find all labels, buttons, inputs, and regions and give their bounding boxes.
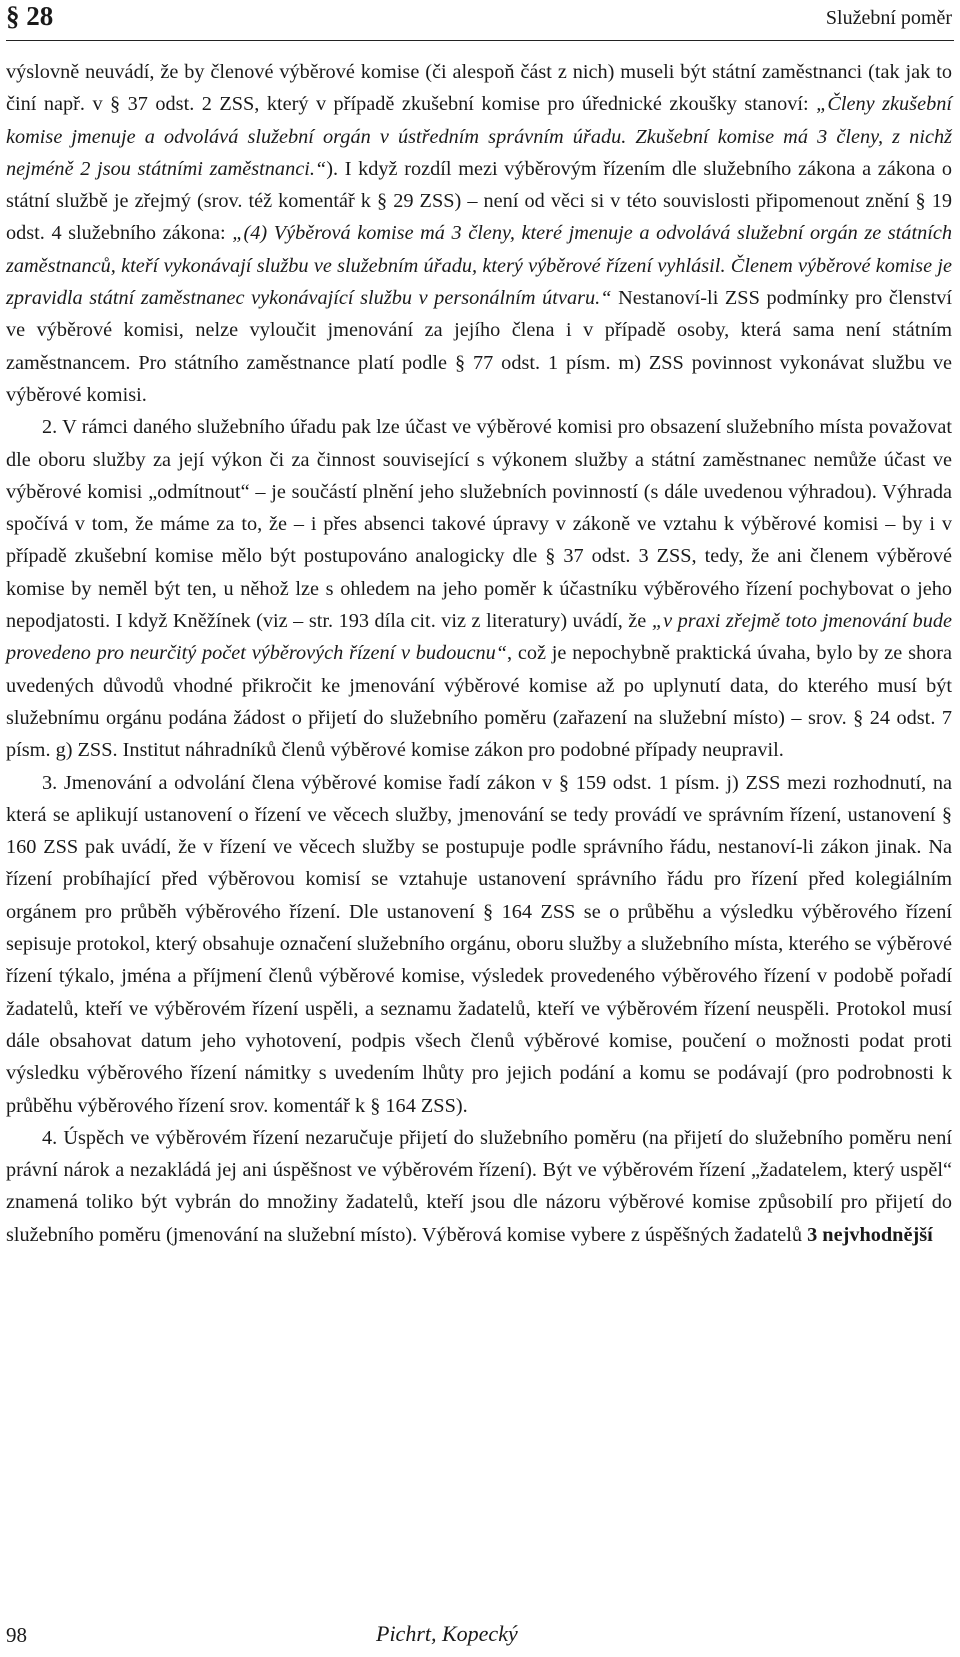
- text-run: Nestanoví-li ZSS podmínky pro členství ve výběrové komisi, nelze vyloučit jmenování za jejího člena i v případě osoby, která sama není státním zaměstnancem. Pro státního zaměstnance platí podle § 77 odst. 1 písm. m) ZSS povinnost vykonávat službu ve výběrové komisi.: [6, 287, 952, 406]
- text-run: 3. Jmenování a odvolání člena výběrové komise řadí zákon v § 159 odst. 1 písm. j) ZSS mezi rozhodnutí, na která se aplikují ustanovení o řízení ve věcech služby, jmenování se tedy provádí ve správním řízení, ustanovení § 160 ZSS pak uvádí, že v řízení ve věcech služby se postupuje podle správního řádu, nestanoví-li zákon jinak. Na řízení probíhající před výběrovou komisí se vztahuje ustanovení správního řádu pro řízení před kolegiálním orgánem pro průběh výběrového řízení. Dle ustanovení § 164 ZSS se o průběhu a výsledku výběrového řízení sepisuje protokol, který obsahuje označení služebního orgánu, oboru služby a služebního místa, kterého se výběrové řízení týkalo, jména a příjmení členů výběrové komise, výsledek provedeného výběrového řízení v podobě pořadí žadatelů, kteří ve výběrovém řízení uspěli, a seznamu žadatelů, kteří ve výběrovém řízení neuspěli. Protokol musí dále obsahovat datum jeho vyhotovení, podpis všech členů výběrové komise, poučení o možnosti podat proti výsledku výběrového řízení námitky s uvedením lhůty pro jejich podání a komu se podávají (pro podrobnosti k průběhu výběrového řízení srov. komentář k § 164 ZSS).: [6, 771, 952, 1117]
- quote-run: „(4) Výběrová komise má 3 členy, které jmenuje a odvolává služební orgán ze státních zaměstnanců, kteří vykonávají službu ve služebním úřadu, který výběrové řízení vyhlásil. Členem výběrové komise je zpravidla státní zaměstnanec vykonávající službu v personálním útvaru.“: [6, 222, 952, 310]
- page-header: [6, 0, 954, 41]
- paragraph-2: [6, 411, 952, 766]
- text-run: 4. Úspěch ve výběrovém řízení nezaručuje přijetí do služebního poměru (na přijetí do služebního poměru není právní nárok a nezakládá jej ani úspěšnost ve výběrovém řízení). Být ve výběrovém řízení „žadatelem, který uspěl“ znamená toliko být vybrán do množiny žadatelů, kteří jsou dle názoru výběrové komise způsobilí pro přijetí do služebního poměru (jmenování na služební místo). Výběrová komise vybere z úspěšných žadatelů: [6, 1126, 952, 1246]
- text-run: 2. V rámci daného služebního úřadu pak lze účast ve výběrové komisi pro obsazení služebního místa považovat dle oboru služby za její výkon či za činnost související s výkonem služby a státní zaměstnanec nemůže účast ve výběrové komisi „odmítnout“ – je součástí plnění jeho služebních povinností (s dále uvedenou výhradou). Výhrada spočívá v tom, že máme za to, že – i přes absenci takové úpravy v zákoně ve vztahu k výběrové komisi – by i v případě zkušební komise mělo být postupováno analogicky dle § 37 odst. 3 ZSS, tedy, že ani členem výběrové komise by neměl být ten, u něhož lze s ohledem na jeho poměr k účastníku výběrového řízení pochybovat o jeho nepodjatosti. I když Kněžínek (viz – str. 193 díla cit. viz z literatury) uvádí, že: [6, 416, 952, 633]
- running-title: Služební poměr: [825, 7, 952, 29]
- page-number: 98: [6, 1623, 27, 1647]
- page-footer: [6, 1618, 954, 1650]
- paragraph-3: [6, 767, 952, 1122]
- section-mark: § 28: [6, 1, 54, 31]
- footer-authors: Pichrt, Kopecký: [376, 1621, 518, 1646]
- text-run: výslovně neuvádí, že by členové výběrové komise (či alespoň část z nich) museli být státní zaměstnanci (tak jak to činí např. v § 37 odst. 2 ZSS, který v případě zkušební komise pro úřednické zkoušky stanoví:: [6, 61, 952, 116]
- text-run: , což je nepochybně praktická úvaha, bylo by ze shora uvedených důvodů vhodné přikročit ke jmenování výběrové komise až po uplynutí data, do kterého musí být služebnímu orgánu podána žádost o přijetí do služebního poměru (zařazení na služební místo) – srov. § 24 odst. 7 písm. g) ZSS. Institut náhradníků členů výběrové komise zákon pro podobné případy neupravil.: [6, 642, 952, 762]
- quote-run: „v praxi zřejmě toto jmenování bude provedeno pro neurčitý počet výběrových řízení v budoucnu“: [6, 610, 952, 665]
- bold-run: 3 nejvhodnější: [807, 1223, 933, 1246]
- paragraph-4: [6, 1122, 952, 1251]
- paragraph-1: [6, 56, 952, 411]
- quote-run: „Členy zkušební komise jmenuje a odvolává služební orgán v ústředním správním úřadu. Zkušební komise má 3 členy, z nichž nejméně 2 jsou státními zaměstnanci.“: [6, 93, 952, 180]
- text-run: ). I když rozdíl mezi výběrovým řízením dle služebního zákona a zákona o státní službě je zřejmý (srov. též komentář k § 29 ZSS) – není od věci si v této souvislosti připomenout znění § 19 odst. 4 služebního zákona:: [6, 157, 952, 245]
- body-text: [6, 56, 952, 1251]
